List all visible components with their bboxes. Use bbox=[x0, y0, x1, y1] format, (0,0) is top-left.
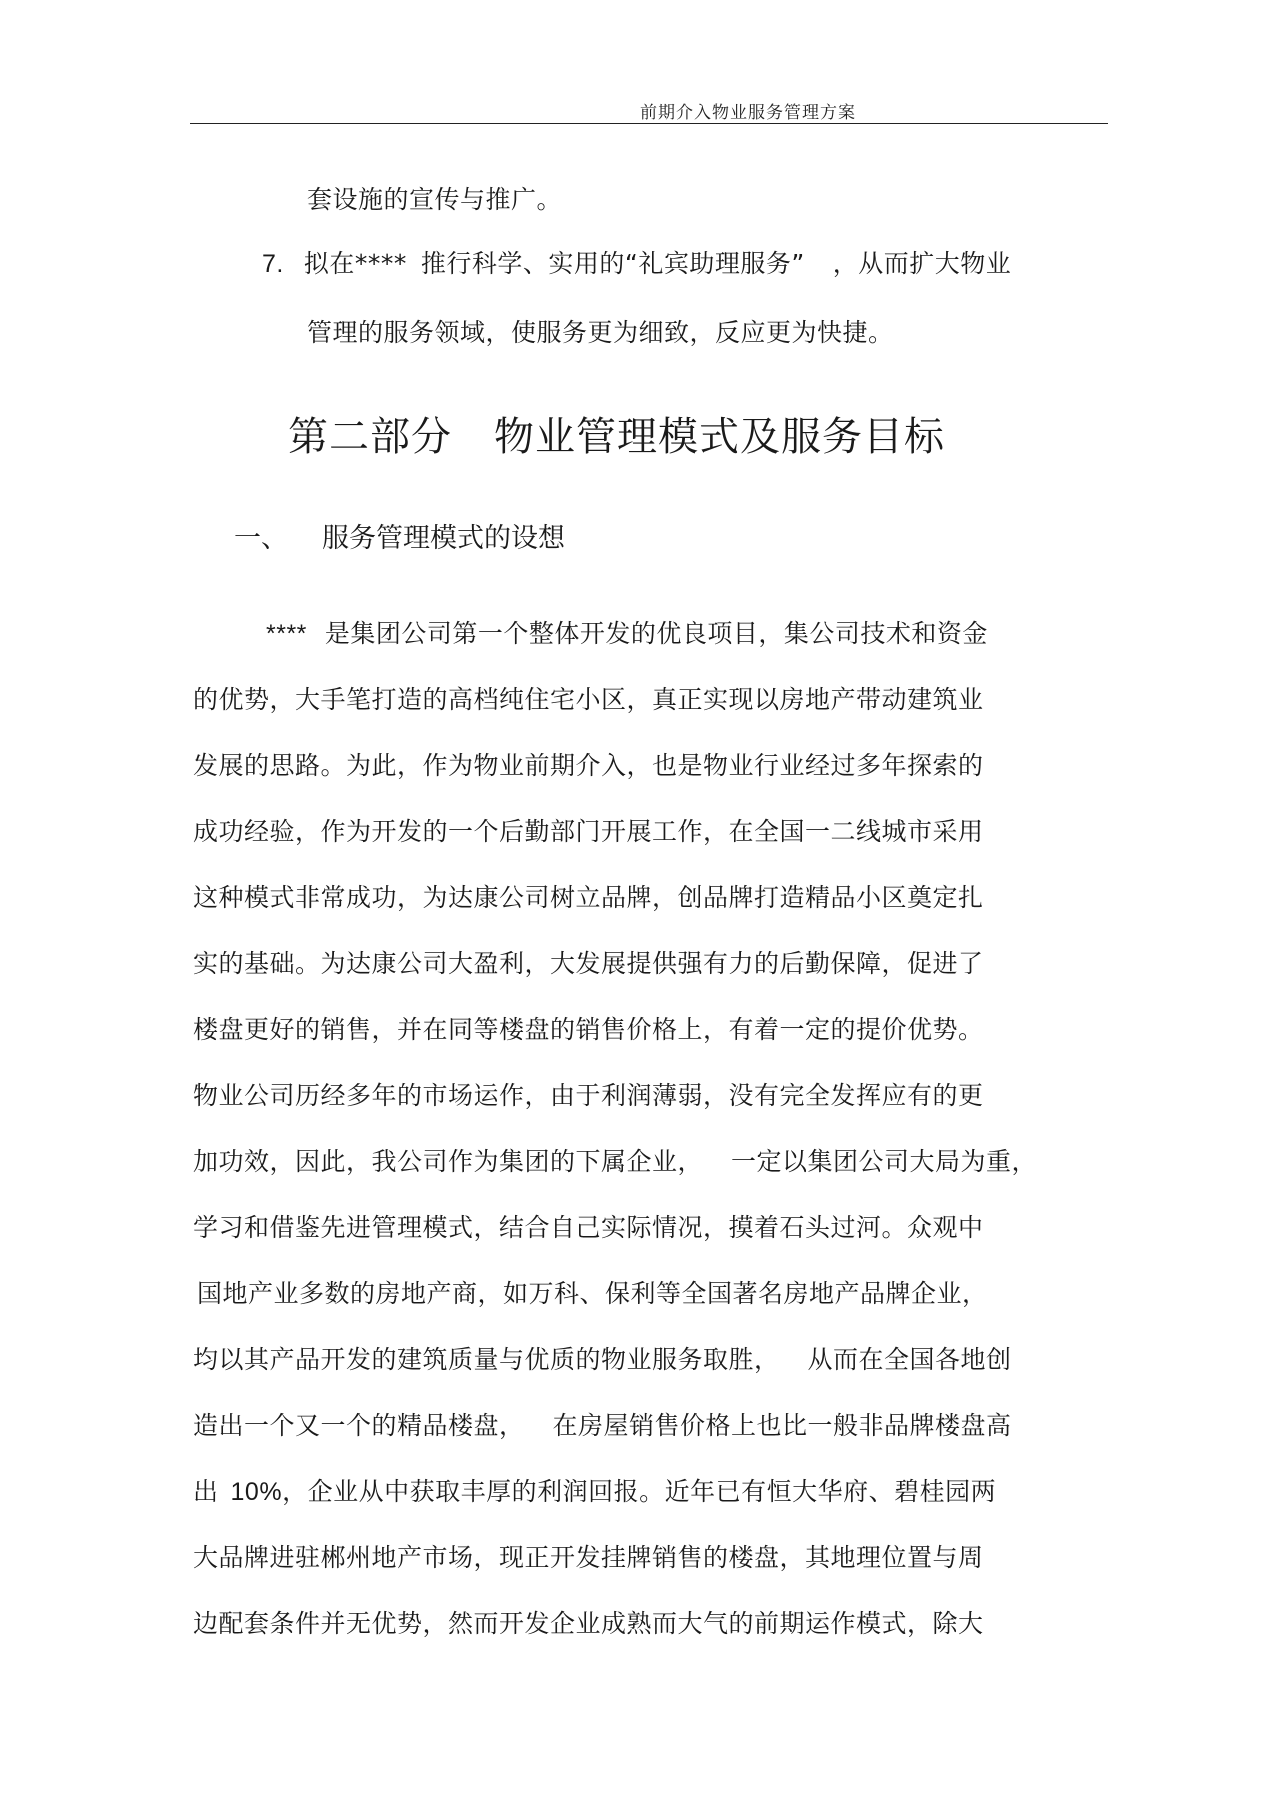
text-span: 一定以集团公司大局为重， bbox=[731, 1147, 1038, 1176]
paragraph-line bbox=[193, 1406, 1012, 1442]
paragraph-line: 套设施的宣传与推广。 bbox=[307, 185, 563, 214]
paragraph-line bbox=[193, 1142, 1037, 1178]
subsection-title: 服务管理模式的设想 bbox=[322, 523, 565, 554]
list-number: 7. bbox=[262, 250, 284, 278]
paragraph-line: 这种模式非常成功，为达康公司树立品牌，创品牌打造精品小区奠定扎 bbox=[193, 883, 984, 912]
text-span: 加功效，因此，我公司作为集团的下属企业， bbox=[193, 1147, 704, 1176]
paragraph-line bbox=[266, 614, 988, 650]
text-span: **** bbox=[266, 620, 307, 648]
header-rule bbox=[190, 123, 1108, 124]
text-span: 均以其产品开发的建筑质量与优质的物业服务取胜， bbox=[193, 1345, 780, 1374]
text-span: 在房屋销售价格上也比一般非品牌楼盘高 bbox=[552, 1411, 1012, 1440]
paragraph-line: 学习和借鉴先进管理模式，结合自己实际情况，摸着石头过河。众观中 bbox=[193, 1213, 984, 1242]
part-title: 物业管理模式及服务目标 bbox=[494, 414, 945, 460]
paragraph-line bbox=[193, 1340, 1012, 1376]
paragraph-line: 发展的思路。为此，作为物业前期介入，也是物业行业经过多年探索的 bbox=[193, 751, 984, 780]
paragraph-line: 大品牌进驻郴州地产市场，现正开发挂牌销售的楼盘，其地理位置与周 bbox=[193, 1543, 984, 1572]
text-span: 出 bbox=[193, 1477, 219, 1506]
paragraph-line: 实的基础。为达康公司大盈利，大发展提供强有力的后勤保障，促进了 bbox=[193, 949, 984, 978]
paragraph-line: 边配套条件并无优势，然而开发企业成熟而大气的前期运作模式，除大 bbox=[193, 1609, 984, 1638]
running-header: 前期介入物业服务管理方案 bbox=[640, 103, 856, 123]
percent-value: 10% bbox=[230, 1478, 283, 1506]
section-heading bbox=[288, 405, 945, 462]
paragraph-line: 国地产业多数的房地产商，如万科、保利等全国著名房地产品牌企业， bbox=[197, 1279, 988, 1308]
paragraph-line: 的优势，大手笔打造的高档纯住宅小区，真正实现以房地产带动建筑业 bbox=[193, 685, 984, 714]
subsection-number: 一、 bbox=[234, 523, 288, 554]
text-span: 推行科学、实用的“礼宾助理服务” bbox=[420, 249, 805, 278]
part-label: 第二部分 bbox=[288, 414, 452, 460]
text-span: 从而在全国各地创 bbox=[807, 1345, 1012, 1374]
text-span: ，从而扩大物业 bbox=[832, 249, 1012, 278]
text-span: 拟在**** bbox=[303, 249, 407, 278]
paragraph-line: 成功经验，作为开发的一个后勤部门开展工作，在全国一二线城市采用 bbox=[193, 817, 984, 846]
text-span: 造出一个又一个的精品楼盘， bbox=[193, 1411, 525, 1440]
paragraph-line: 楼盘更好的销售，并在同等楼盘的销售价格上，有着一定的提价优势。 bbox=[193, 1015, 984, 1044]
text-span: 是集团公司第一个整体开发的优良项目，集公司技术和资金 bbox=[324, 619, 988, 648]
list-item-7 bbox=[262, 244, 1011, 280]
paragraph-line bbox=[193, 1472, 996, 1508]
paragraph-line: 物业公司历经多年的市场运作，由于利润薄弱，没有完全发挥应有的更 bbox=[193, 1081, 984, 1110]
subsection-heading bbox=[234, 516, 565, 555]
paragraph-line: 管理的服务领域，使服务更为细致，反应更为快捷。 bbox=[307, 318, 894, 347]
text-span: ，企业从中获取丰厚的利润回报。近年已有恒大华府、碧桂园两 bbox=[282, 1477, 997, 1506]
